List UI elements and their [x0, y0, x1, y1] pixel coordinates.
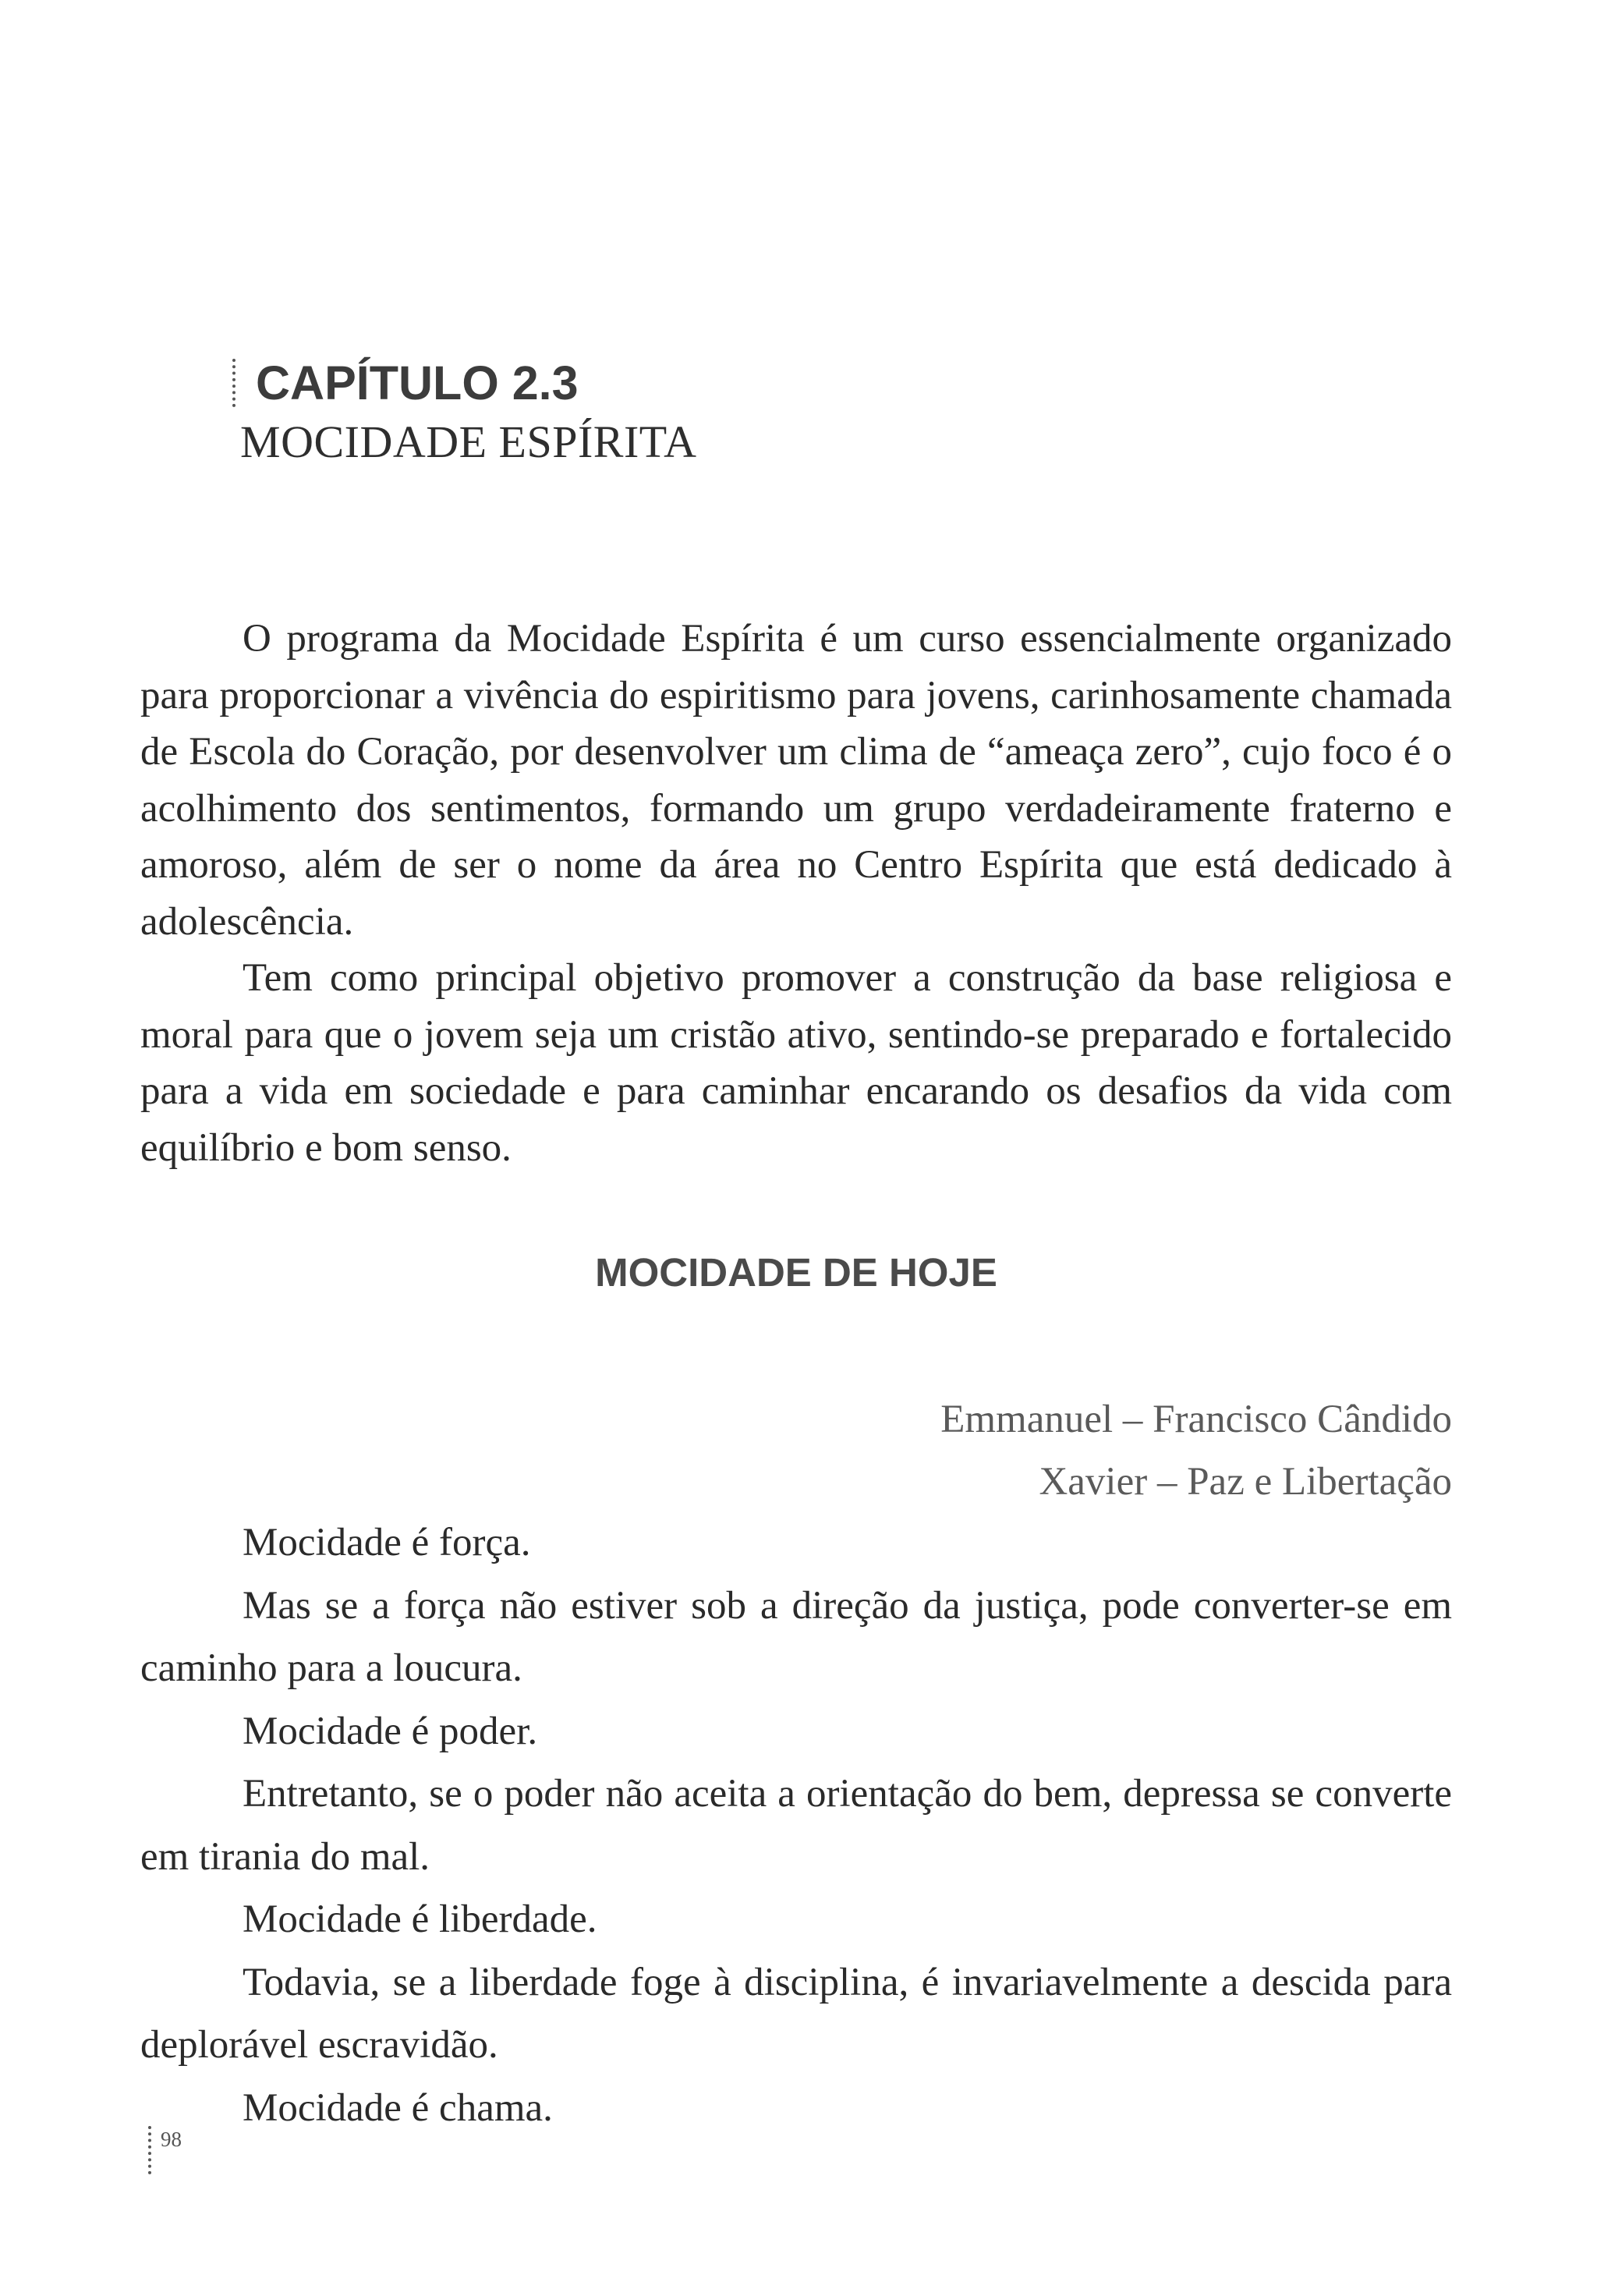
intro-text — [140, 611, 1452, 1176]
chapter-title: MOCIDADE ESPÍRITA — [240, 416, 697, 467]
poem-line: Mas se a força não estiver sob a direção da justiça, pode converter-se em caminho para a loucura. — [140, 1583, 1452, 1690]
poem-text — [140, 1511, 1452, 2139]
section-heading: MOCIDADE DE HOJE — [595, 1250, 997, 1295]
poem-line: Mocidade é força. — [243, 1521, 531, 1564]
page-number: 98 — [148, 2126, 182, 2174]
poem-line: Todavia, se a liberdade foge à disciplina, é invariavelmente a descida para deplorável escravidão. — [140, 1960, 1452, 2067]
attribution-line: Xavier – Paz e Libertação — [1039, 1460, 1452, 1504]
chapter-header — [237, 353, 1485, 471]
poem-line: Mocidade é liberdade. — [243, 1897, 597, 1941]
paragraph: Tem como principal objetivo promover a construção da base religiosa e moral para que o jovem seja um cristão ativo, sentindo-se preparado e fortalecido para a vida em sociedade e para caminhar encarando os desafios da vida com equilíbrio e bom senso. — [140, 956, 1452, 1170]
attribution — [140, 1388, 1452, 1513]
poem-line: Mocidade é chama. — [243, 2085, 553, 2130]
chapter-label: CAPÍTULO 2.3 — [256, 356, 579, 409]
poem-line: Mocidade é poder. — [243, 1709, 538, 1753]
paragraph: O programa da Mocidade Espírita é um curso essencialmente organizado para proporcionar a vivência do espiritismo para jovens, carinhosamente chamada de Escola do Coração, por desenvolver um clima de “ameaça zero”, cujo foco é o acolhimento dos sentimentos, formando um grupo verdadeiramente fraterno e amoroso, além de ser o nome da área no Centro Espírita que está dedicado à adolescência. — [140, 617, 1452, 944]
attribution-line: Emmanuel – Francisco Cândido — [940, 1398, 1452, 1441]
chapter-marker — [232, 359, 235, 407]
poem-line: Entretanto, se o poder não aceita a orientação do bem, depressa se converte em tirania do mal. — [140, 1772, 1452, 1879]
